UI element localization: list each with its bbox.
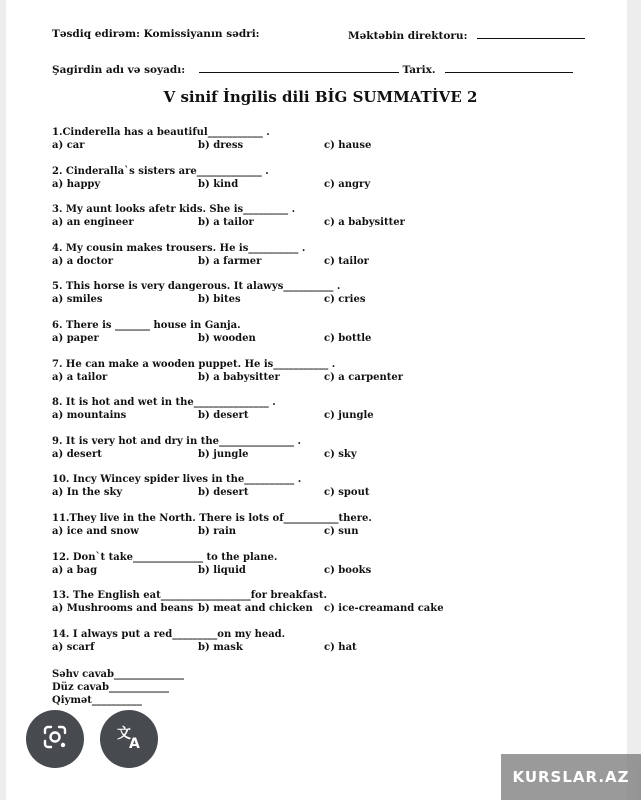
question-6 (52, 319, 372, 345)
option-b: b) jungle (198, 449, 249, 460)
option-b: b) meat and chicken (198, 603, 313, 614)
answer-options (52, 293, 366, 306)
student-name-line (199, 62, 399, 73)
answer-options (52, 641, 357, 654)
director-signature-line (477, 28, 585, 39)
option-a: a) paper (52, 333, 99, 344)
option-a: a) car (52, 140, 85, 151)
answer-options (52, 178, 371, 191)
question-2 (52, 165, 371, 191)
page-title: V sinif İngilis dili BİG SUMMATİVE 2 (163, 88, 478, 106)
question-5 (52, 280, 366, 306)
translate-icon (114, 722, 144, 756)
option-a: a) In the sky (52, 487, 123, 498)
question-11 (52, 512, 372, 538)
option-b: b) dress (198, 140, 244, 151)
question-8 (52, 396, 374, 422)
option-c: c) bottle (324, 333, 372, 344)
option-b: b) a farmer (198, 256, 262, 267)
option-b: b) a tailor (198, 217, 254, 228)
question-1 (52, 126, 372, 152)
date-line (445, 62, 573, 73)
option-c: c) a carpenter (324, 372, 403, 383)
answer-options (52, 525, 372, 538)
option-a: a) a tailor (52, 372, 108, 383)
option-c: c) hause (324, 140, 372, 151)
question-3 (52, 203, 405, 229)
approval-label (52, 28, 260, 40)
option-c: c) a babysitter (324, 217, 405, 228)
option-c: c) ice-creamand cake (324, 603, 444, 614)
answer-options (52, 448, 357, 461)
question-stem: 11.They live in the North. There is lots of___________there. (52, 513, 372, 524)
option-c: c) hat (324, 642, 357, 653)
option-a: a) scarf (52, 642, 95, 653)
option-a: a) a doctor (52, 256, 113, 267)
answer-options (52, 216, 405, 229)
option-b: b) desert (198, 410, 249, 421)
question-stem: 14. I always put a red_________on my head. (52, 629, 286, 640)
approval-text: Təsdiq edirəm: Komissiyanın sədri: (52, 28, 260, 40)
question-4 (52, 242, 369, 268)
question-stem: 7. He can make a wooden puppet. He is___________ . (52, 359, 336, 370)
student-name-label: Şagirdin adı və soyadı: (52, 64, 186, 76)
question-9 (52, 435, 357, 461)
question-stem: 2. Cinderalla`s sisters are_____________ . (52, 166, 269, 177)
option-a: a) mountains (52, 410, 127, 421)
option-b: b) mask (198, 642, 243, 653)
google-lens-button[interactable] (26, 710, 84, 768)
answer-options (52, 602, 444, 615)
correct-answers-field: Düz cavab____________ (52, 682, 169, 693)
option-b: b) a babysitter (198, 372, 280, 383)
option-c: c) spout (324, 487, 370, 498)
option-b: b) kind (198, 179, 239, 190)
option-a: a) happy (52, 179, 101, 190)
question-13 (52, 589, 444, 615)
answer-options (52, 139, 372, 152)
question-stem: 9. It is very hot and dry in the_______________ . (52, 436, 301, 447)
option-c: c) jungle (324, 410, 374, 421)
question-stem: 5. This horse is very dangerous. It alawys__________ . (52, 281, 341, 292)
wrong-answers-field: Səhv cavab______________ (52, 669, 184, 680)
student-name-row (52, 62, 573, 76)
option-b: b) wooden (198, 333, 256, 344)
director-label (348, 28, 585, 42)
question-stem: 12. Don`t take______________ to the plane. (52, 552, 278, 563)
option-c: c) tailor (324, 256, 369, 267)
question-7 (52, 358, 403, 384)
site-watermark: KURSLAR.AZ (501, 754, 641, 800)
option-a: a) an engineer (52, 217, 134, 228)
question-10 (52, 473, 370, 499)
director-text: Məktəbin direktoru: (348, 30, 468, 42)
question-12 (52, 551, 372, 577)
question-stem: 1.Cinderella has a beautiful___________ . (52, 127, 270, 138)
answer-options (52, 255, 369, 268)
google-lens-icon (40, 722, 70, 756)
option-c: c) books (324, 565, 372, 576)
answer-options (52, 486, 370, 499)
date-label: Tarix. (402, 64, 436, 76)
answer-options (52, 409, 374, 422)
answer-options (52, 564, 372, 577)
svg-text:A: A (129, 736, 140, 752)
question-stem: 4. My cousin makes trousers. He is__________ . (52, 243, 306, 254)
question-stem: 3. My aunt looks afetr kids. She is_________ . (52, 204, 296, 215)
option-c: c) sky (324, 449, 357, 460)
question-14 (52, 628, 357, 654)
option-a: a) desert (52, 449, 102, 460)
option-a: a) ice and snow (52, 526, 139, 537)
grade-field: Qiymət__________ (52, 695, 142, 706)
question-stem: 8. It is hot and wet in the_______________ . (52, 397, 276, 408)
option-b: b) desert (198, 487, 249, 498)
question-stem: 10. Incy Wincey spider lives in the__________ . (52, 474, 302, 485)
option-c: c) cries (324, 294, 366, 305)
option-a: a) Mushrooms and beans (52, 603, 194, 614)
translate-button[interactable] (100, 710, 158, 768)
option-c: c) sun (324, 526, 359, 537)
option-b: b) rain (198, 526, 237, 537)
option-a: a) smiles (52, 294, 103, 305)
score-block (52, 668, 184, 707)
answer-options (52, 332, 372, 345)
option-a: a) a bag (52, 565, 98, 576)
svg-text:文: 文 (117, 726, 131, 742)
page-edge-right (627, 0, 641, 800)
answer-options (52, 371, 403, 384)
option-b: b) liquid (198, 565, 246, 576)
option-b: b) bites (198, 294, 241, 305)
option-c: c) angry (324, 179, 371, 190)
question-stem: 13. The English eat__________________for breakfast. (52, 590, 328, 601)
question-stem: 6. There is _______ house in Ganja. (52, 320, 241, 331)
